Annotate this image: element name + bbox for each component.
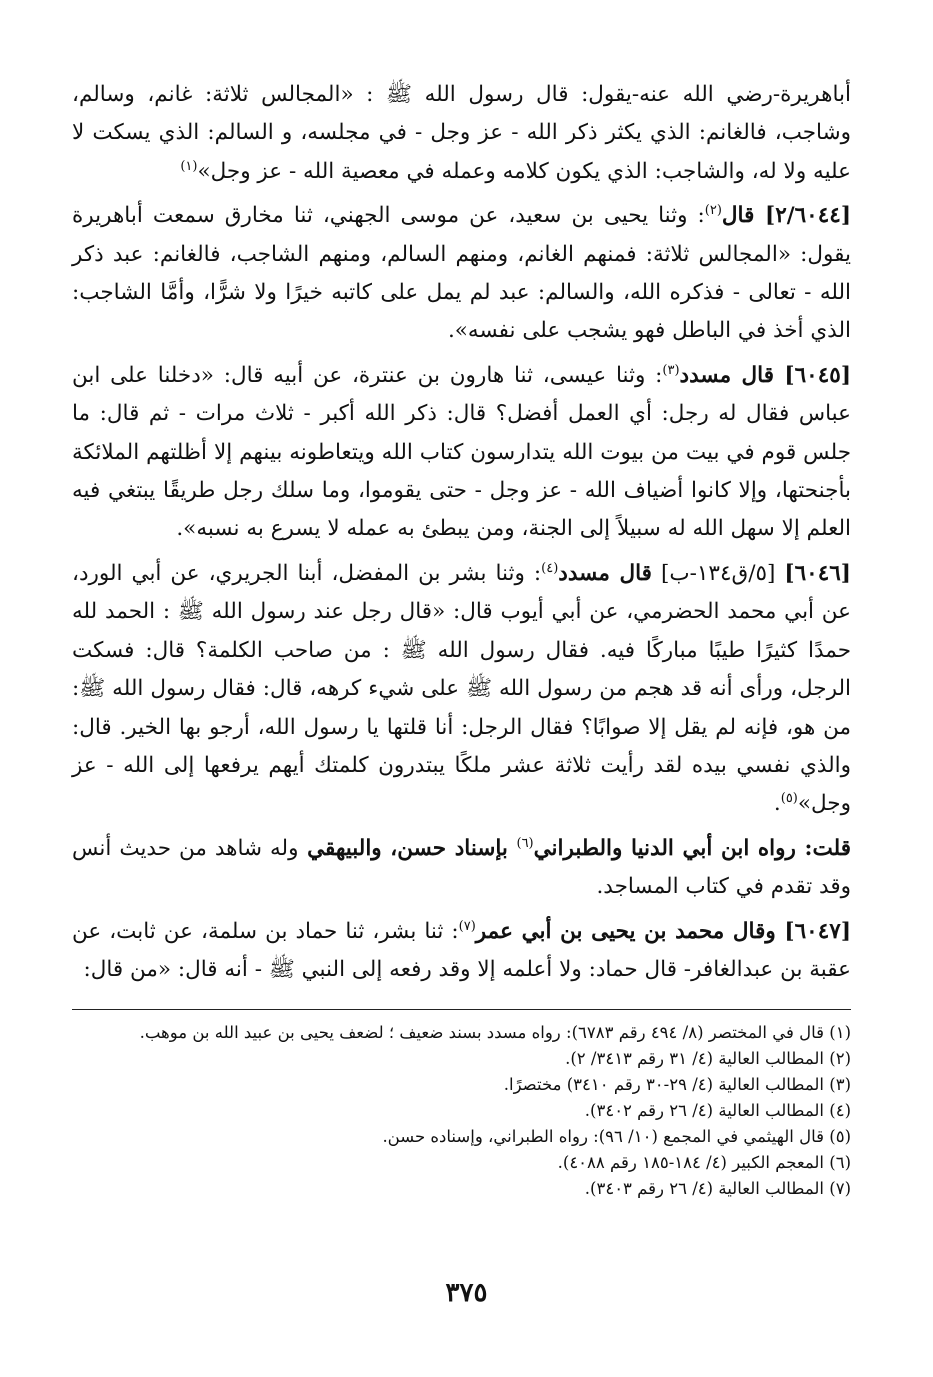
footnote-ref[interactable]: (٦) (516, 835, 534, 851)
paragraph-text: : ثنا بشر، ثنا حماد بن سلمة، عن ثابت، عن عقبة بن عبدالغافر- قال حماد: ولا أعلمه إلا وقد رفعه إلى النبي ﷺ - أنه قال: «من قال: (72, 918, 851, 982)
footnote-separator (72, 1009, 851, 1010)
footnote-1: (١) قال في المختصر (٨/ ٤٩٤ رقم ٦٧٨٣): رواه مسدد بسند ضعيف ؛ لضعف يحيى بن عبيد الله بن موهب. (139, 1023, 851, 1043)
footnote-3: (٣) المطالب العالية (٤/ ٢٩-٣٠ رقم ٣٤١٠) مختصرًا. (503, 1075, 851, 1095)
main-text (72, 76, 851, 989)
footnote-ref[interactable]: (٢) (704, 203, 722, 219)
paragraph-text: وله شاهد من حديث أنس وقد تقدم في كتاب المساجد. (72, 835, 851, 900)
footnote-6: (٦) المعجم الكبير (٤/ ١٨٤-١٨٥ رقم ٤٠٨٨). (557, 1153, 851, 1173)
paragraph-text: أباهريرة-رضي الله عنه-يقول: قال رسول الله ﷺ : «المجالس ثلاثة: غانم، وسالم، وشاجب، فالغانم: الذي يكثر ذكر الله - عز وجل - في مجلسه، و السالم: الذي يسكت لا عليه ولا له، والشاجب: الذي يكون كلامه وعمله في معصية الله - عز وجل» (72, 82, 851, 184)
paragraph-text: : وثنا بشر بن المفضل، أبنا الجريري، عن أبي الورد، عن أبي محمد الحضرمي، عن أبي أيوب قال: «قال رجل عند رسول الله ﷺ : الحمد لله حمدًا كثيرًا طيبًا مباركًا فيه. فقال رسول الله ﷺ : من صاحب الكلمة؟ قال: فسكت الرجل، ورأى أنه قد هجم من رسول الله ﷺ على شيء كرهه، قال: فقال رسول الله ﷺ: من هو، فإنه لم يقل إلا صوابًا؟ فقال الرجل: أنا قلتها يا رسول الله، أرجو بها الخير. قال: والذي نفسي بيده لقد رأيت ثلاثة عشر ملكًا يبتدرون كلمتك أيهم يرفعها إلى الله - عز وجل» (72, 560, 851, 817)
paragraph-6046 (72, 555, 851, 824)
narrator: قال مسدد (558, 560, 652, 586)
paragraph-text: : وثنا يحيى بن سعيد، عن موسى الجهني، ثنا مخارق سمعت أباهريرة يقول: «المجالس ثلاثة: فمنهم الغانم، ومنهم السالم، ومنهم الشاجب، فالغانم: عبد ذكر الله - تعالى - فذكره الله، والسالم: عبد لم يمل على كاتبه خيرًا ولا شرًّا، وأمَّا الشاجب: الذي أخذ في الباطل فهو يشجب على نفسه». (72, 203, 851, 344)
footnote-ref[interactable]: (٤) (541, 560, 559, 576)
page-number: ٣٧٥ (445, 1278, 488, 1308)
hadith-number: [٦٠٤٦] (784, 560, 851, 586)
footnote-4: (٤) المطالب العالية (٤/ ٢٦ رقم ٣٤٠٢). (584, 1101, 851, 1121)
comment-bold: بإسناد حسن، والبيهقي (298, 835, 517, 861)
paragraph-6047 (72, 913, 851, 990)
paragraph-comment (72, 830, 851, 907)
paragraph-text: : وثنا عيسى، ثنا هارون بن عنترة، عن أبيه قال: «دخلنا على ابن عباس فقال له رجل: أي العمل أفضل؟ قال: ذكر الله أكبر - ثلاث مرات - ثم قال: ما جلس قوم في بيت من بيوت الله يتدارسون كتاب الله ويتعاطونه بينهم إلا أظلتهم الملائكة بأجنحتها، وإلا كانوا أضياف الله - عز وجل - حتى يقوموا، وما سلك رجل طريقًا يبتغي فيه العلم إلا سهل الله له سبيلاً إلى الجنة، ومن يبطئ به عمله لا يسرع به نسبه». (72, 362, 851, 542)
paragraph-1 (72, 76, 851, 191)
footnote-2: (٢) المطالب العالية (٤/ ٣١ رقم ٣٤١٣/ ٢). (565, 1049, 851, 1069)
hadith-number: [٦٠٤٥] قال مسدد (679, 362, 851, 388)
footnote-5: (٥) قال الهيثمي في المجمع (١٠/ ٩٦): رواه الطبراني، وإسناده حسن. (382, 1127, 851, 1147)
paragraph-6045 (72, 357, 851, 549)
hadith-number: [٢/٦٠٤٤] قال (721, 203, 851, 229)
paragraph-6044 (72, 197, 851, 351)
manuscript-ref: [٥/ق١٣٤-ب] (660, 560, 776, 586)
footnote-ref[interactable]: (١) (180, 158, 198, 174)
footnote-7: (٧) المطالب العالية (٤/ ٢٦ رقم ٣٤٠٣). (584, 1179, 851, 1199)
hadith-number: [٦٠٤٧] وقال محمد بن يحيى بن أبي عمر (475, 918, 851, 944)
footnotes (72, 1020, 851, 1202)
footnote-ref[interactable]: (٧) (458, 918, 476, 934)
footnote-ref[interactable]: (٥) (780, 791, 798, 807)
footnote-ref[interactable]: (٣) (662, 362, 680, 378)
paragraph-end: . (773, 791, 781, 817)
comment-bold: قلت: رواه ابن أبي الدنيا والطبراني (533, 835, 851, 861)
